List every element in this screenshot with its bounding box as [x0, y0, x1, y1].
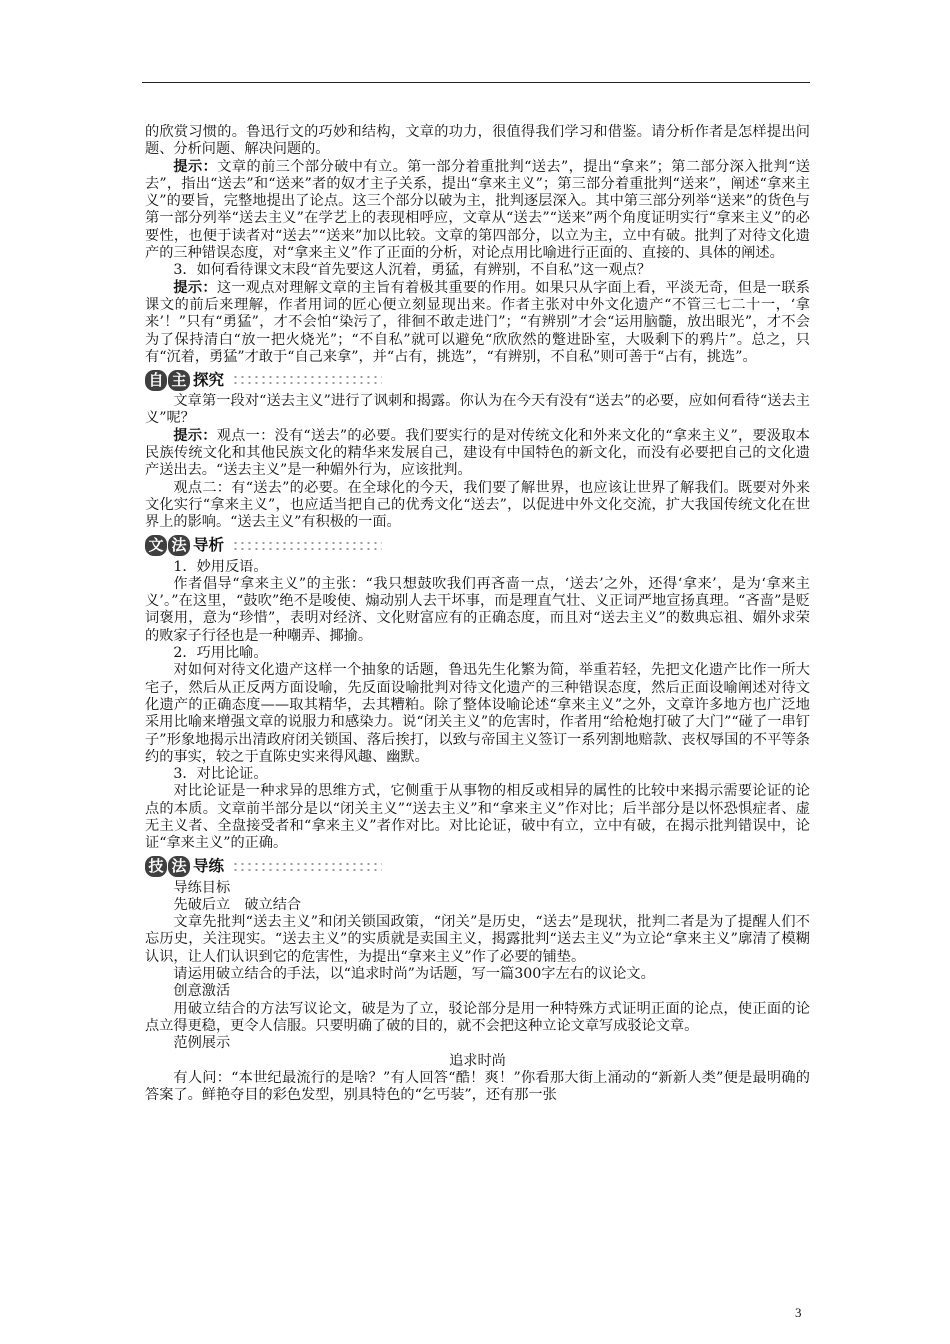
paragraph-text: 对如何对待文化遗产这样一个抽象的话题，鲁迅先生化繁为简，举重若轻，先把文化遗产比作一所大宅子，然后从正反两方面设喻，先反面设喻批判对待文化遗产的三种错误态度，然后正面设喻阐述对待文化遗产的正确态度——取其精华，去其糟粕。除了整体设喻论述“拿来主义”之外，文章许多地方也广泛地采用比喻来增强文章的说服力和感染力。说“闭关主义”的危害时，作者用“给枪炮打破了大门”“碰了一串钉子”形象地揭示出清政府闭关锁国、落后挨打，以致与帝国主义签订一系列割地赔款、丧权辱国的不平等条约的事实，较之于直陈史实来得风趣、幽默。 — [145, 662, 810, 765]
section-badge — [145, 856, 191, 877]
paragraph — [145, 783, 810, 852]
paragraph-text: 文章先批判“送去主义”和闭关锁国政策，“闭关”是历史，“送去”是现状，批判二者是为了提醒人们不忘历史，关注现实。“送去主义”的实质就是卖国主义，揭露批判“送去主义”为立论“拿来主义”廓清了模糊认识，让人们认识到它的危害性，为提出“拿来主义”作了必要的铺垫。 — [145, 914, 810, 965]
paragraph — [145, 897, 810, 914]
paragraph-text: 有人问：“本世纪最流行的是啥？”有人回答“酷！爽！”你看那大街上涌动的“新新人类”便是最明确的答案了。鲜艳夺目的彩色发型，别具特色的“乞丐装”，还有那一张 — [145, 1069, 810, 1104]
section-badge — [145, 370, 191, 391]
section-badge-char: 技 — [145, 856, 167, 877]
hint-label: 提示： — [173, 427, 217, 444]
paragraph — [145, 576, 810, 645]
paragraph — [145, 662, 810, 766]
paragraph — [145, 645, 810, 662]
paragraph — [145, 1070, 810, 1105]
paragraph-text: 对比论证是一种求异的思维方式，它侧重于从事物的相反或相异的属性的比较中来揭示需要论证的论点的本质。文章前半部分是以“闭关主义”“送去主义”和“拿来主义”作对比；后半部分是以怀恐惧症者、虚无主义者、全盘接受者和“拿来主义”者作对比。对比论证，破中有立，立中有破，在揭示批判错误中，论证“拿来主义”的正确。 — [145, 783, 810, 852]
paragraph — [145, 914, 810, 966]
header-rule — [142, 82, 810, 83]
hint-label: 提示： — [173, 158, 218, 175]
paragraph-text: 请运用破立结合的手法，以“追求时尚”为话题，写一篇300字左右的议论文。 — [173, 966, 655, 983]
paragraph-text: 观点一：没有“送去”的必要。我们要实行的是对传统文化和外来文化的“拿来主义”，要汲取本民族传统文化和其他民族文化的精华来发展自己，建设有中国特色的新文化，而没有必要把自己的文化遗产送出去。“送去主义”是一种媚外行为，应该批判。 — [145, 427, 810, 479]
paragraph — [145, 262, 810, 279]
paragraph-text: 用破立结合的方法写议论文，破是为了立，驳论部分是用一种特殊方式证明正面的论点，使正面的论点立得更稳，更令人信服。只要明确了破的目的，就不会把这种立论文章写成驳论文章。 — [145, 1000, 810, 1034]
paragraph — [145, 159, 810, 263]
dotted-divider — [232, 542, 382, 550]
paragraph-text: 创意激活 — [173, 983, 231, 1000]
paragraph-text: 这一观点对理解文章的主旨有着极其重要的作用。如果只从字面上看，平淡无奇，但是一联系课文的前后来理解，作者用词的匠心便立刻显现出来。作者主张对中外文化遗产“不管三七二十一，‘拿来’！”只有“勇猛”，才不会怕“染污了，徘徊不敢走进门”；“有辨别”才会“运用脑髓，放出眼光”，才不会为了保持清白“放一把火烧光”；“不自私”就可以避免“欣欣然的蹩进卧室，大吸剩下的鸦片”。总之，只有“沉着，勇猛”才敢于“自己来拿”，并“占有，挑选”，“有辨别，不自私”则可善于“占有，挑选”。 — [145, 279, 810, 365]
paragraph — [145, 124, 810, 159]
paragraph — [145, 766, 810, 783]
section-badge-char: 主 — [168, 370, 190, 391]
section-title: 探究 — [193, 370, 225, 389]
paragraph-text: 作者倡导“拿来主义”的主张：“我只想鼓吹我们再吝啬一点，‘送去’之外，还得‘拿来’，是为‘拿来主义’。”在这里，“鼓吹”绝不是唆使、煽动别人去干坏事，而是理直气壮、义正词严地宣扬真理。“吝啬”是贬词褒用，意为“珍惜”，表明对经济、文化财富应有的正确态度，而且对“送去主义”的数典忘祖、媚外求荣的败家子行径也是一种嘲弄、揶揄。 — [145, 575, 810, 644]
hint-label: 提示： — [173, 279, 217, 296]
page-content — [145, 124, 810, 1104]
paragraph — [145, 1035, 810, 1052]
paragraph-text: 先破后立 破立结合 — [173, 896, 302, 913]
page-number: 3 — [795, 1305, 802, 1320]
dotted-divider — [232, 863, 382, 871]
paragraph — [145, 983, 810, 1000]
paragraph-text: 1．妙用反语。 — [173, 558, 268, 575]
paragraph-text: 范例展示 — [173, 1035, 231, 1052]
section-title: 导练 — [193, 856, 225, 875]
essay-title — [145, 1053, 810, 1070]
dotted-divider — [232, 376, 382, 384]
section-title: 导析 — [193, 535, 225, 554]
paragraph-text: 2．巧用比喻。 — [173, 645, 268, 662]
paragraph-text: 的欣赏习惯的。鲁迅行文的巧妙和结构，文章的功力，很值得我们学习和借鉴。请分析作者是怎样提出问题、分析问题、解决问题的。 — [145, 124, 810, 158]
paragraph-text: 导练目标 — [173, 879, 231, 896]
paragraph-text: 文章的前三个部分破中有立。第一部分着重批判“送去”，提出“拿来”；第二部分深入批判“送去”，指出“送去”和“送来”者的奴才主子关系，提出“拿来主义”；第三部分着重批判“送来”，阐述“拿来主义”的要旨，完整地提出了论点。这三个部分以破为主，批判逐层深入。其中第三部分列举“送来”的货色与第一部分列举“送去主义”在学艺上的表现相呼应，文章从“送去”“送来”两个角度证明实行“拿来主义”的必要性，也便于读者对“送去”“送来”加以比较。文章的第四部分，以立为主，立中有破。批判了对待文化遗产的三种错误态度，对“拿来主义”作了正面的分析，对论点用比喻进行正面的、直接的、具体的阐述。 — [145, 158, 810, 262]
paragraph-text: 文章第一段对“送去主义”进行了讽刺和揭露。你认为在今天有没有“送去”的必要，应如何看待“送去主义”呢？ — [145, 393, 810, 427]
paragraph-text: 追求时尚 — [449, 1052, 506, 1069]
paragraph-text: 观点二：有“送去”的必要。在全球化的今天，我们要了解世界，也应该让世界了解我们。既要对外来文化实行“拿来主义”，也应适当把自己的优秀文化“送去”，以促进中外文化交流，扩大我国传统文化在世界上的影响。“送去主义”有积极的一面。 — [145, 479, 811, 531]
paragraph — [145, 966, 810, 983]
paragraph — [145, 480, 810, 532]
section-badge — [145, 535, 191, 556]
paragraph — [145, 880, 810, 897]
paragraph — [145, 393, 810, 428]
paragraph-text: 3．对比论证。 — [173, 766, 268, 783]
section-badge-char: 文 — [145, 535, 167, 556]
paragraph-text: 3．如何看待课文末段“首先要这人沉着，勇猛，有辨别，不自私”这一观点？ — [173, 262, 651, 279]
section-badge-char: 法 — [168, 535, 190, 556]
section-heading — [145, 855, 810, 879]
section-heading — [145, 368, 810, 392]
section-badge-char: 法 — [168, 856, 190, 877]
paragraph — [145, 280, 810, 366]
paragraph — [145, 559, 810, 576]
paragraph — [145, 428, 810, 480]
paragraph — [145, 1001, 810, 1036]
section-heading — [145, 534, 810, 558]
section-badge-char: 自 — [145, 370, 167, 391]
